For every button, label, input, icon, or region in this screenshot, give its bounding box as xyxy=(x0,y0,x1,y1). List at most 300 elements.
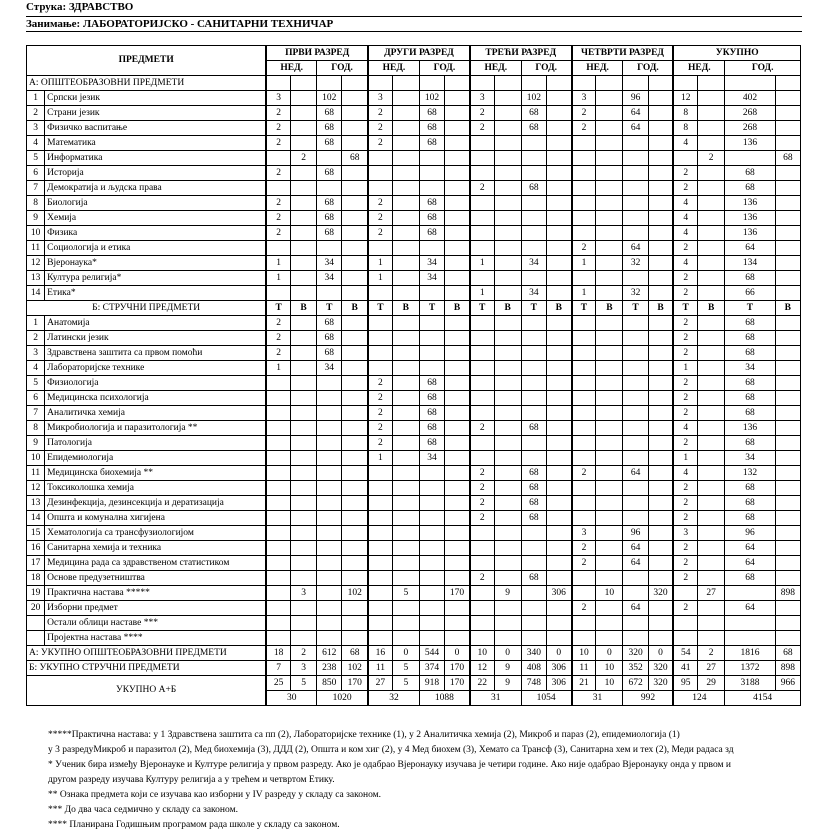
hours-cell xyxy=(445,496,470,511)
hours-cell xyxy=(419,556,444,571)
total-cell: 0 xyxy=(648,646,673,661)
hours-cell xyxy=(521,316,546,331)
hours-cell xyxy=(648,241,673,256)
hours-cell: 2 xyxy=(572,121,596,136)
hours-cell xyxy=(596,286,623,301)
hours-cell xyxy=(775,511,800,526)
table-row xyxy=(27,346,801,361)
hours-cell xyxy=(698,346,725,361)
total-cell: 0 xyxy=(494,646,521,661)
hours-cell: 64 xyxy=(623,601,648,616)
hours-cell xyxy=(317,571,342,586)
hours-cell xyxy=(596,466,623,481)
field-label: Струка: ЗДРАВСТВО xyxy=(26,1,134,13)
table-cell xyxy=(546,76,571,91)
hours-cell xyxy=(648,106,673,121)
grand-total-cell: 170 xyxy=(342,676,368,691)
hours-cell xyxy=(470,526,494,541)
hours-cell: 3 xyxy=(673,526,697,541)
hours-cell xyxy=(775,166,800,181)
grand-total-cell: 29 xyxy=(698,676,725,691)
hours-cell xyxy=(368,151,392,166)
hours-cell xyxy=(623,421,648,436)
hours-cell: 68 xyxy=(725,271,775,286)
tv-header: Т xyxy=(470,301,494,316)
hours-cell xyxy=(470,241,494,256)
hours-cell: 34 xyxy=(317,256,342,271)
hours-cell xyxy=(572,376,596,391)
hours-cell xyxy=(698,106,725,121)
grand-total-cell: 966 xyxy=(775,676,800,691)
hours-cell: 68 xyxy=(317,196,342,211)
tv-header: В xyxy=(698,301,725,316)
hours-cell xyxy=(596,496,623,511)
hours-cell: 68 xyxy=(317,211,342,226)
weekly-header: НЕД. xyxy=(673,61,724,76)
hours-cell xyxy=(546,616,571,631)
hours-cell xyxy=(494,196,521,211)
table-cell xyxy=(419,76,444,91)
hours-cell xyxy=(596,511,623,526)
hours-cell xyxy=(470,631,494,646)
hours-cell xyxy=(342,451,368,466)
table-row xyxy=(27,151,801,166)
hours-cell xyxy=(546,391,571,406)
tv-header: Т xyxy=(368,301,392,316)
grand-total-cell: 170 xyxy=(445,676,470,691)
hours-cell xyxy=(775,226,800,241)
row-number: 10 xyxy=(27,226,45,241)
row-number: 11 xyxy=(27,241,45,256)
total-cell: 320 xyxy=(648,661,673,676)
hours-cell xyxy=(392,631,419,646)
hours-cell xyxy=(521,166,546,181)
hours-cell xyxy=(266,481,290,496)
hours-cell: 2 xyxy=(673,406,697,421)
table-row xyxy=(27,211,801,226)
footnote-line: у 3 разредуМикроб и паразитол (2), Мед биохемија (3), ДДД (2), Општа и ком хиг (2), у 4 Мед биохем (3), Хемато са Трансф (3), Санитарна хем и тех (2), Меди радаса зд xyxy=(48,745,734,755)
table-cell xyxy=(596,76,623,91)
total-cell: 0 xyxy=(392,646,419,661)
hours-cell xyxy=(546,346,571,361)
table-row xyxy=(27,601,801,616)
subject-name: Етика* xyxy=(45,286,267,301)
hours-cell xyxy=(494,601,521,616)
hours-cell xyxy=(698,286,725,301)
hours-cell xyxy=(775,331,800,346)
hours-cell xyxy=(419,466,444,481)
hours-cell: 136 xyxy=(725,226,775,241)
hours-cell xyxy=(290,526,316,541)
total-cell: 68 xyxy=(342,646,368,661)
hours-cell xyxy=(623,481,648,496)
hours-cell xyxy=(572,586,596,601)
hours-cell xyxy=(494,436,521,451)
hours-cell xyxy=(596,376,623,391)
grand-total-weekly: 30 xyxy=(266,691,316,706)
hours-cell xyxy=(368,526,392,541)
hours-cell xyxy=(266,241,290,256)
hours-cell: 68 xyxy=(317,136,342,151)
hours-cell: 68 xyxy=(419,121,444,136)
hours-cell xyxy=(648,526,673,541)
hours-cell xyxy=(546,406,571,421)
tv-header: Т xyxy=(317,301,342,316)
hours-cell xyxy=(419,496,444,511)
hours-cell: 2 xyxy=(470,511,494,526)
hours-cell: 68 xyxy=(725,331,775,346)
hours-cell xyxy=(392,496,419,511)
hours-cell xyxy=(445,556,470,571)
hours-cell xyxy=(572,196,596,211)
hours-cell: 34 xyxy=(419,271,444,286)
hours-cell: 68 xyxy=(725,376,775,391)
hours-cell xyxy=(546,181,571,196)
table-row xyxy=(27,541,801,556)
hours-cell xyxy=(546,421,571,436)
hours-cell: 68 xyxy=(775,151,800,166)
hours-cell xyxy=(596,346,623,361)
hours-cell xyxy=(596,316,623,331)
hours-cell xyxy=(445,331,470,346)
hours-cell xyxy=(392,91,419,106)
hours-cell: 2 xyxy=(266,106,290,121)
hours-cell xyxy=(290,361,316,376)
hours-cell xyxy=(596,121,623,136)
table-row xyxy=(27,106,801,121)
hours-cell xyxy=(290,571,316,586)
hours-cell xyxy=(392,616,419,631)
hours-cell: 68 xyxy=(521,571,546,586)
hours-cell xyxy=(596,421,623,436)
row-number: 2 xyxy=(27,106,45,121)
hours-cell: 2 xyxy=(572,466,596,481)
hours-cell xyxy=(368,316,392,331)
hours-cell xyxy=(623,436,648,451)
table-row xyxy=(27,316,801,331)
subject-name: Хематологија са трансфузиологијом xyxy=(45,526,267,541)
grand-total-cell: 5 xyxy=(290,676,316,691)
hours-cell xyxy=(648,181,673,196)
table-cell xyxy=(342,76,368,91)
hours-cell xyxy=(521,586,546,601)
hours-cell: 2 xyxy=(368,106,392,121)
hours-cell xyxy=(342,436,368,451)
year-header: ЧЕТВРТИ РАЗРЕД xyxy=(572,46,674,61)
subjects-header: ПРЕДМЕТИ xyxy=(27,46,267,76)
total-cell: 5 xyxy=(392,661,419,676)
hours-cell xyxy=(596,541,623,556)
hours-cell xyxy=(317,391,342,406)
hours-cell xyxy=(368,631,392,646)
hours-cell xyxy=(317,151,342,166)
hours-cell: 3 xyxy=(290,586,316,601)
subject-name: Медицинска психологија xyxy=(45,391,267,406)
hours-cell xyxy=(368,481,392,496)
hours-cell xyxy=(596,481,623,496)
hours-cell: 102 xyxy=(317,91,342,106)
hours-cell xyxy=(494,451,521,466)
total-cell: 10 xyxy=(596,661,623,676)
hours-cell xyxy=(342,91,368,106)
hours-cell xyxy=(368,571,392,586)
hours-cell xyxy=(648,331,673,346)
hours-cell xyxy=(470,151,494,166)
hours-cell: 32 xyxy=(623,286,648,301)
row-number: 20 xyxy=(27,601,45,616)
hours-cell: 34 xyxy=(725,361,775,376)
row-number: 1 xyxy=(27,91,45,106)
hours-cell xyxy=(775,136,800,151)
hours-cell xyxy=(648,631,673,646)
subject-name: Српски језик xyxy=(45,91,267,106)
footnote-line: * Ученик бира између Вјеронауке и Културе религија у првом разреду. Ако је одабрао Вјеронауку изучава је четири године. Ако није одабрао Вјеронауку онда у првом и xyxy=(48,760,731,770)
hours-cell xyxy=(342,496,368,511)
hours-cell xyxy=(648,196,673,211)
hours-cell xyxy=(596,106,623,121)
hours-cell: 34 xyxy=(725,451,775,466)
hours-cell: 4 xyxy=(673,466,697,481)
hours-cell xyxy=(494,511,521,526)
hours-cell xyxy=(698,526,725,541)
row-number: 13 xyxy=(27,496,45,511)
hours-cell xyxy=(290,136,316,151)
year-header: УКУПНО xyxy=(673,46,800,61)
hours-cell: 2 xyxy=(368,391,392,406)
hours-cell xyxy=(775,316,800,331)
hours-cell xyxy=(342,526,368,541)
hours-cell xyxy=(775,106,800,121)
hours-cell: 2 xyxy=(470,121,494,136)
hours-cell: 1 xyxy=(673,451,697,466)
hours-cell: 3 xyxy=(368,91,392,106)
hours-cell xyxy=(470,616,494,631)
hours-cell xyxy=(521,391,546,406)
hours-cell xyxy=(368,181,392,196)
hours-cell xyxy=(775,271,800,286)
hours-cell xyxy=(445,481,470,496)
hours-cell xyxy=(290,496,316,511)
table-row xyxy=(27,466,801,481)
hours-cell xyxy=(470,451,494,466)
hours-cell xyxy=(445,286,470,301)
hours-cell: 64 xyxy=(725,541,775,556)
hours-cell xyxy=(546,571,571,586)
hours-cell xyxy=(546,376,571,391)
row-number xyxy=(27,616,45,631)
grand-total-cell: 27 xyxy=(368,676,392,691)
hours-cell xyxy=(445,151,470,166)
hours-cell xyxy=(698,406,725,421)
table-cell xyxy=(521,76,546,91)
hours-cell xyxy=(317,631,342,646)
grand-total-cell: 21 xyxy=(572,676,596,691)
hours-cell xyxy=(572,151,596,166)
table-cell xyxy=(470,76,494,91)
hours-cell xyxy=(521,616,546,631)
year-header: ТРЕЋИ РАЗРЕД xyxy=(470,46,572,61)
table-row xyxy=(27,421,801,436)
hours-cell: 2 xyxy=(673,316,697,331)
hours-cell xyxy=(290,436,316,451)
hours-cell xyxy=(648,541,673,556)
hours-cell: 2 xyxy=(368,136,392,151)
hours-cell xyxy=(290,346,316,361)
hours-cell xyxy=(290,316,316,331)
table-row xyxy=(27,451,801,466)
hours-cell xyxy=(698,496,725,511)
hours-cell xyxy=(317,406,342,421)
annual-header: ГОД. xyxy=(419,61,469,76)
grand-total-label: УКУПНО А+Б xyxy=(27,676,267,706)
hours-cell xyxy=(775,436,800,451)
hours-cell xyxy=(445,106,470,121)
hours-cell xyxy=(317,421,342,436)
subject-name: Вјеронаука* xyxy=(45,256,267,271)
total-cell: 11 xyxy=(368,661,392,676)
hours-cell xyxy=(342,211,368,226)
row-number: 3 xyxy=(27,346,45,361)
hours-cell xyxy=(445,571,470,586)
table-row xyxy=(27,226,801,241)
table-cell xyxy=(445,76,470,91)
hours-cell xyxy=(521,271,546,286)
hours-cell xyxy=(648,316,673,331)
hours-cell: 2 xyxy=(368,226,392,241)
hours-cell xyxy=(572,511,596,526)
hours-cell xyxy=(698,541,725,556)
hours-cell xyxy=(698,271,725,286)
hours-cell: 2 xyxy=(368,406,392,421)
hours-cell xyxy=(368,511,392,526)
table-row xyxy=(27,181,801,196)
hours-cell xyxy=(775,391,800,406)
hours-cell: 2 xyxy=(266,121,290,136)
hours-cell xyxy=(392,136,419,151)
hours-cell xyxy=(419,631,444,646)
table-row xyxy=(27,121,801,136)
hours-cell xyxy=(445,361,470,376)
hours-cell xyxy=(698,451,725,466)
hours-cell xyxy=(623,361,648,376)
table-row xyxy=(27,436,801,451)
row-number: 19 xyxy=(27,586,45,601)
hours-cell xyxy=(494,151,521,166)
hours-cell xyxy=(419,571,444,586)
hours-cell: 32 xyxy=(623,256,648,271)
hours-cell xyxy=(392,331,419,346)
subject-name: Микробиологија и паразитологија ** xyxy=(45,421,267,436)
hours-cell xyxy=(342,121,368,136)
hours-cell xyxy=(290,241,316,256)
hours-cell xyxy=(419,586,444,601)
hours-cell xyxy=(775,91,800,106)
hours-cell xyxy=(392,151,419,166)
tv-header: Т xyxy=(623,301,648,316)
hours-cell xyxy=(445,346,470,361)
hours-cell xyxy=(698,241,725,256)
hours-cell xyxy=(572,451,596,466)
hours-cell xyxy=(342,241,368,256)
table-cell xyxy=(725,76,775,91)
hours-cell xyxy=(775,601,800,616)
hours-cell xyxy=(419,481,444,496)
hours-cell xyxy=(698,91,725,106)
hours-cell xyxy=(494,571,521,586)
hours-cell xyxy=(775,256,800,271)
hours-cell xyxy=(698,316,725,331)
hours-cell xyxy=(266,391,290,406)
hours-cell xyxy=(572,331,596,346)
hours-cell: 68 xyxy=(725,406,775,421)
hours-cell: 2 xyxy=(673,601,697,616)
grand-total-annual: 4154 xyxy=(725,691,801,706)
hours-cell xyxy=(392,511,419,526)
hours-cell xyxy=(445,616,470,631)
hours-cell xyxy=(419,241,444,256)
hours-cell: 136 xyxy=(725,196,775,211)
hours-cell xyxy=(342,226,368,241)
row-number: 5 xyxy=(27,376,45,391)
row-number: 4 xyxy=(27,361,45,376)
hours-cell: 68 xyxy=(317,166,342,181)
hours-cell xyxy=(521,211,546,226)
row-number: 7 xyxy=(27,181,45,196)
hours-cell: 68 xyxy=(419,196,444,211)
hours-cell xyxy=(494,556,521,571)
table-cell xyxy=(392,76,419,91)
footnote-line: ** Ознака предмета који се изучава као изборни у IV разреду у складу са законом. xyxy=(48,790,382,800)
hours-cell xyxy=(596,91,623,106)
grand-total-cell: 22 xyxy=(470,676,494,691)
weekly-header: НЕД. xyxy=(368,61,419,76)
hours-cell: 2 xyxy=(673,511,697,526)
hours-cell xyxy=(572,346,596,361)
hours-cell xyxy=(342,481,368,496)
hours-cell xyxy=(648,571,673,586)
hours-cell xyxy=(648,451,673,466)
hours-cell xyxy=(698,166,725,181)
hours-cell xyxy=(266,286,290,301)
hours-cell xyxy=(572,316,596,331)
hours-cell: 68 xyxy=(317,106,342,121)
hours-cell: 64 xyxy=(725,556,775,571)
hours-cell xyxy=(419,541,444,556)
hours-cell xyxy=(648,136,673,151)
hours-cell xyxy=(521,556,546,571)
hours-cell xyxy=(445,631,470,646)
hours-cell xyxy=(494,406,521,421)
hours-cell xyxy=(342,181,368,196)
total-cell: 544 xyxy=(419,646,444,661)
hours-cell xyxy=(368,586,392,601)
hours-cell xyxy=(546,106,571,121)
hours-cell: 2 xyxy=(673,331,697,346)
hours-cell: 3 xyxy=(572,526,596,541)
hours-cell: 2 xyxy=(572,106,596,121)
hours-cell xyxy=(775,526,800,541)
hours-cell xyxy=(521,331,546,346)
hours-cell: 2 xyxy=(266,346,290,361)
hours-cell: 2 xyxy=(673,481,697,496)
hours-cell xyxy=(623,511,648,526)
hours-cell xyxy=(546,496,571,511)
table-row xyxy=(27,271,801,286)
hours-cell xyxy=(572,421,596,436)
hours-cell xyxy=(596,601,623,616)
total-cell: 238 xyxy=(317,661,342,676)
hours-cell xyxy=(419,166,444,181)
